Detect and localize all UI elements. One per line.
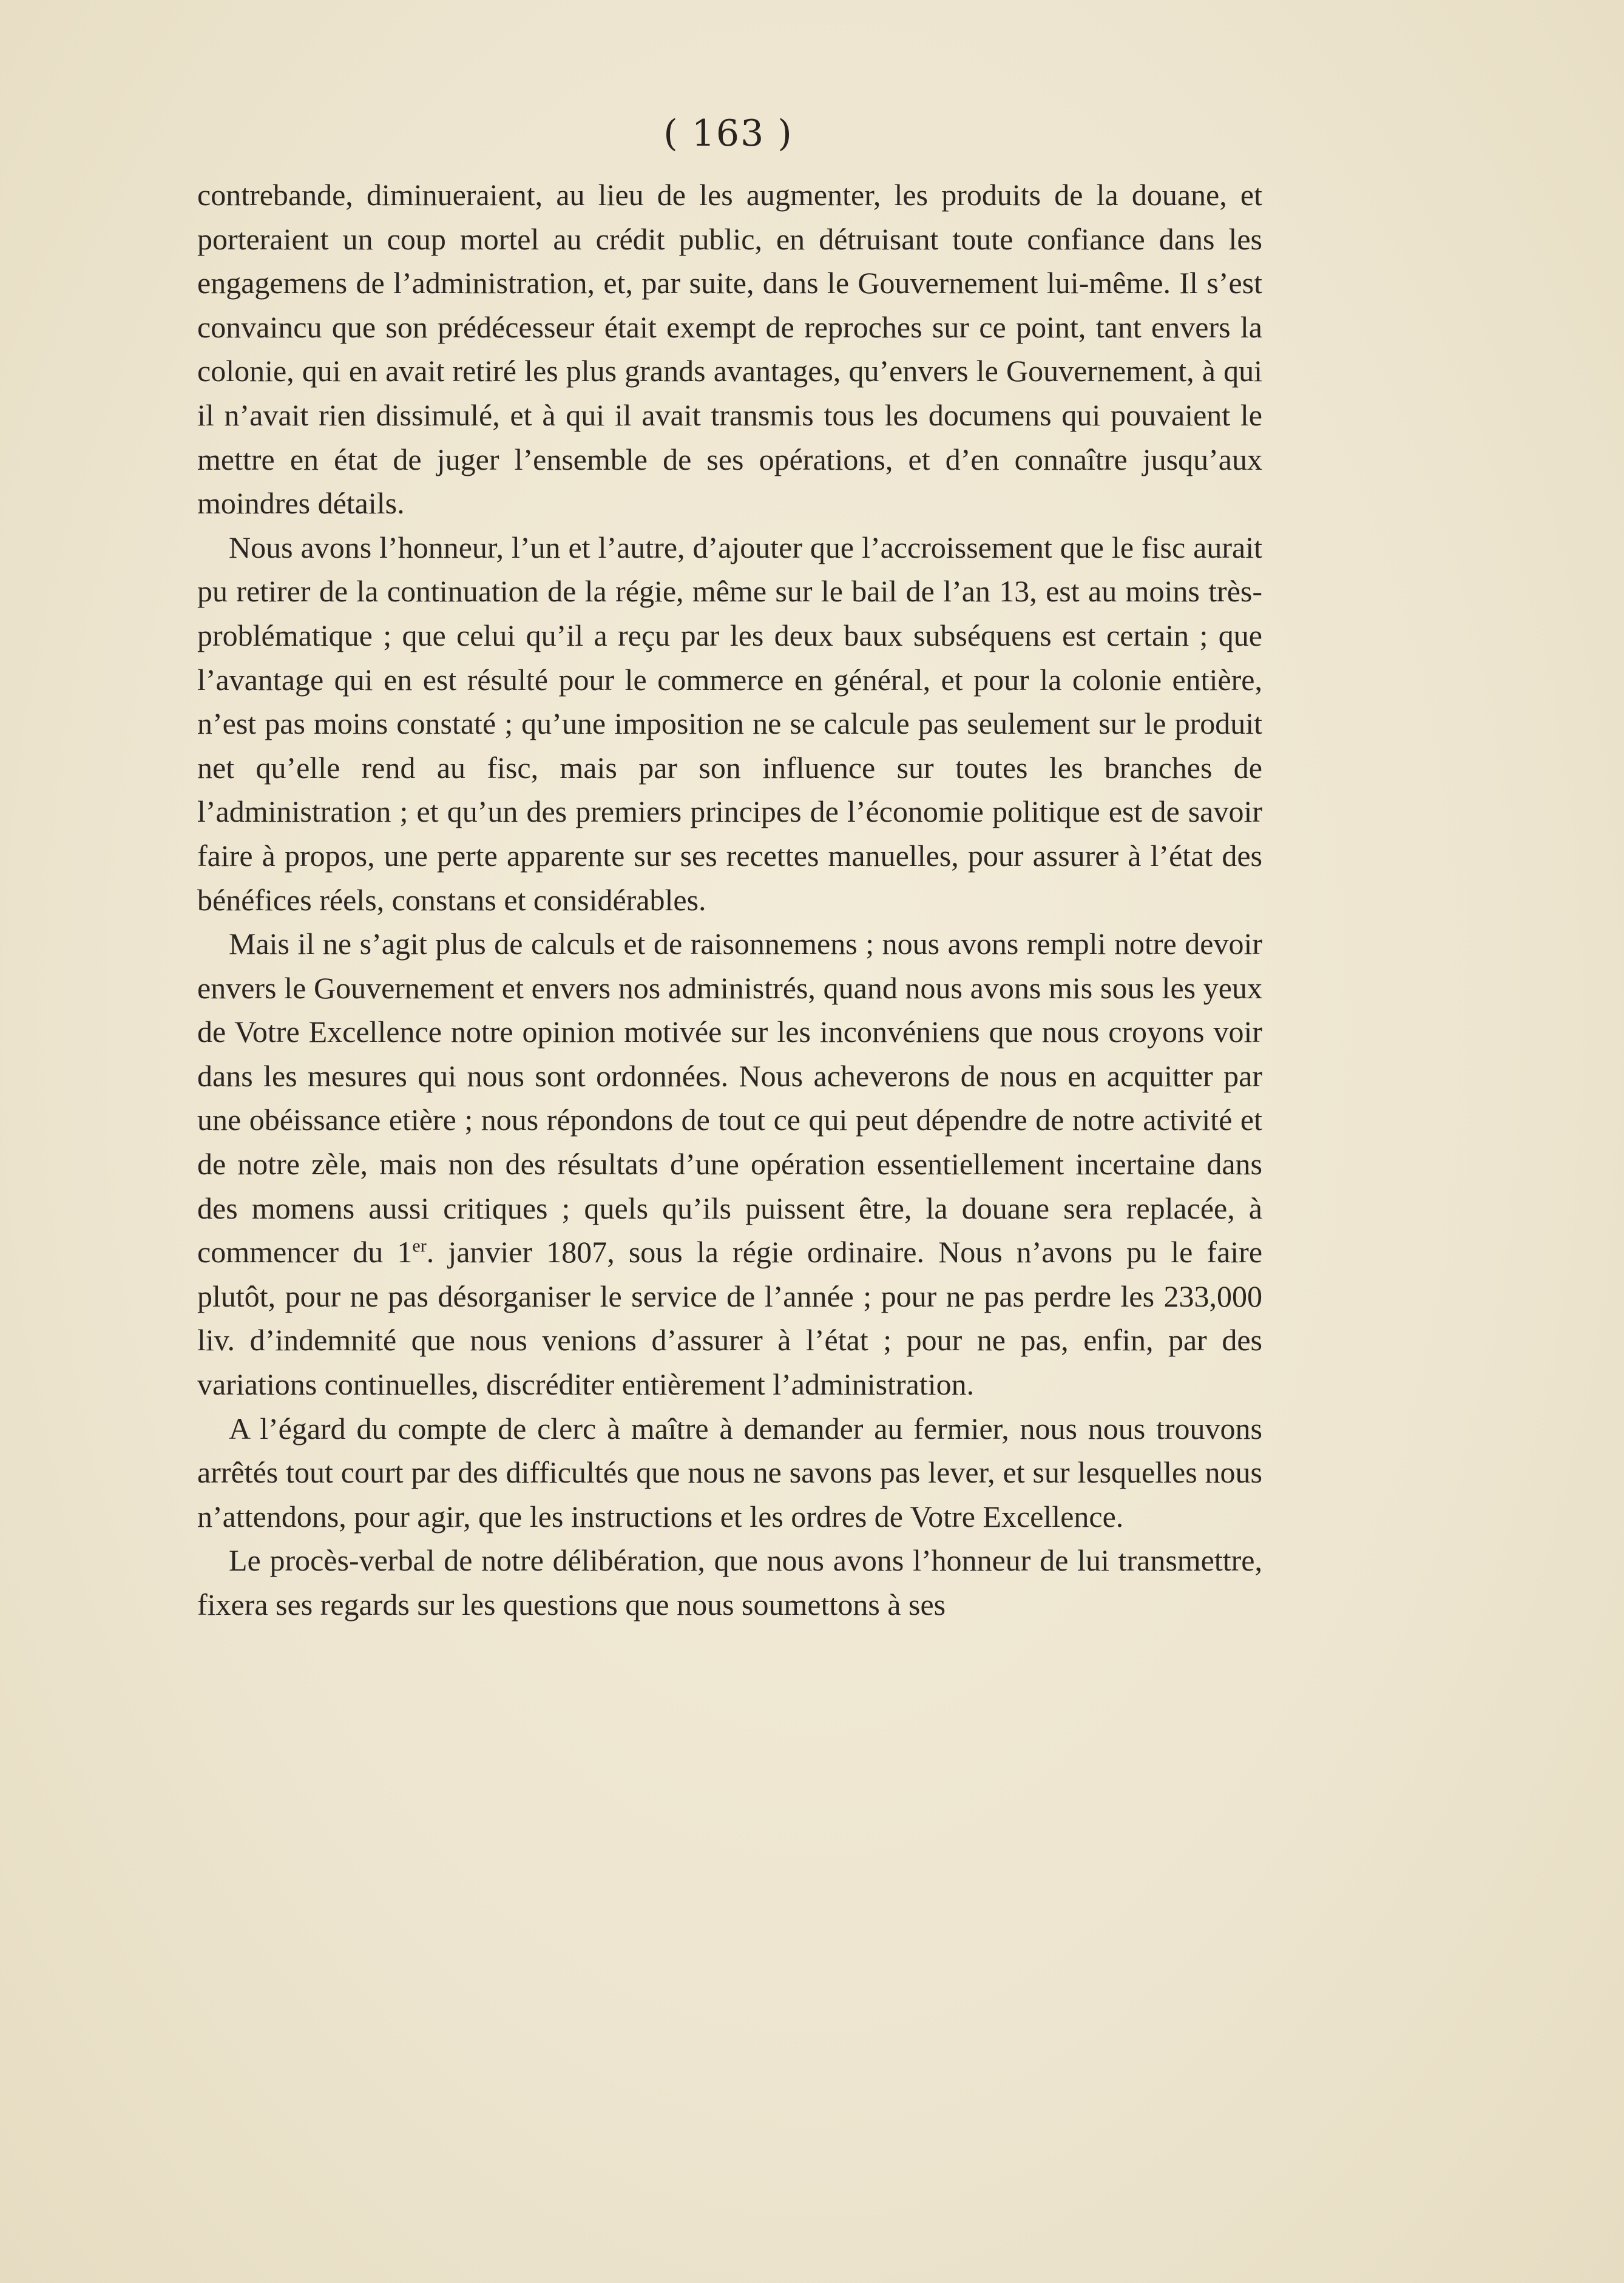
body-text	[197, 173, 1262, 1627]
page-number: ( 163 )	[663, 112, 793, 155]
paragraph-5: Le procès-verbal de notre délibération, que nous avons l’honneur de lui transmettre, fixera ses regards sur les questions que nous soumettons à ses	[197, 1543, 1262, 1622]
ordinal-superscript: er	[412, 1236, 427, 1256]
paragraph-3	[197, 922, 1262, 1407]
paragraph-2: Nous avons l’honneur, l’un et l’autre, d’ajouter que l’accroissement que le fisc aurait pu retirer de la continuation de la régie, même sur le bail de l’an 13, est au moins très-problématique ; que celui qu’il a reçu par les deux baux subséquens est certain ; que l’avantage qui en est résulté pour le commerce en général, et pour la colonie entière, n’est pas moins constaté ; qu’une imposition ne se calcule pas seulement sur le produit net qu’elle rend au fisc, mais par son influence sur toutes les branches de l’administration ; et qu’un des premiers principes de l’économie politique est de savoir faire à propos, une perte apparente sur ses recettes manuelles, pour assurer à l’état des bénéfices réels, constans et considérables.	[197, 530, 1262, 917]
paragraph-4: A l’égard du compte de clerc à maître à demander au fermier, nous nous trouvons arrêtés tout court par des difficultés que nous ne savons pas lever, et sur lesquelles nous n’attendons, pour agir, que les instructions et les ordres de Votre Excellence.	[197, 1411, 1262, 1534]
paragraph-3-text-part2: . janvier 1807, sous la régie ordinaire. Nous n’avons pu le faire plutôt, pour ne pas désorganiser le service de l’année ; pour ne pas perdre les 233,000 liv. d’indemnité que nous venions d’assurer à l’état ; pour ne pas, enfin, par des variations continuelles, discréditer entièrement l’administration.	[197, 1235, 1263, 1402]
paragraph-1: contrebande, diminueraient, au lieu de les augmenter, les produits de la douane, et porteraient un coup mortel au crédit public, en détruisant toute confiance dans les engagemens de l’administration, et, par suite, dans le Gouvernement lui-même. Il s’est convaincu que son prédécesseur était exempt de reproches sur ce point, tant envers la colonie, qui en avait retiré les plus grands avantages, qu’envers le Gouvernement, à qui il n’avait rien dissimulé, et à qui il avait transmis tous les documens qui pouvaient le mettre en état de juger l’ensemble de ses opérations, et d’en connaître jusqu’aux moindres détails.	[197, 178, 1262, 521]
paragraph-3-text-part1: Mais il ne s’agit plus de calculs et de raisonnemens ; nous avons rempli notre devoir envers le Gouvernement et envers nos administrés, quand nous avons mis sous les yeux de Votre Excellence notre opinion motivée sur les inconvéniens que nous croyons voir dans les mesures qui nous sont ordonnées. Nous acheverons de nous en acquitter par une obéissance etière ; nous répondons de tout ce qui peut dépendre de notre activité et de notre zèle, mais non des résultats d’une opération essentiellement incertaine dans des momens aussi critiques ; quels qu’ils puissent être, la douane sera replacée, à commencer du 1	[197, 927, 1262, 1270]
